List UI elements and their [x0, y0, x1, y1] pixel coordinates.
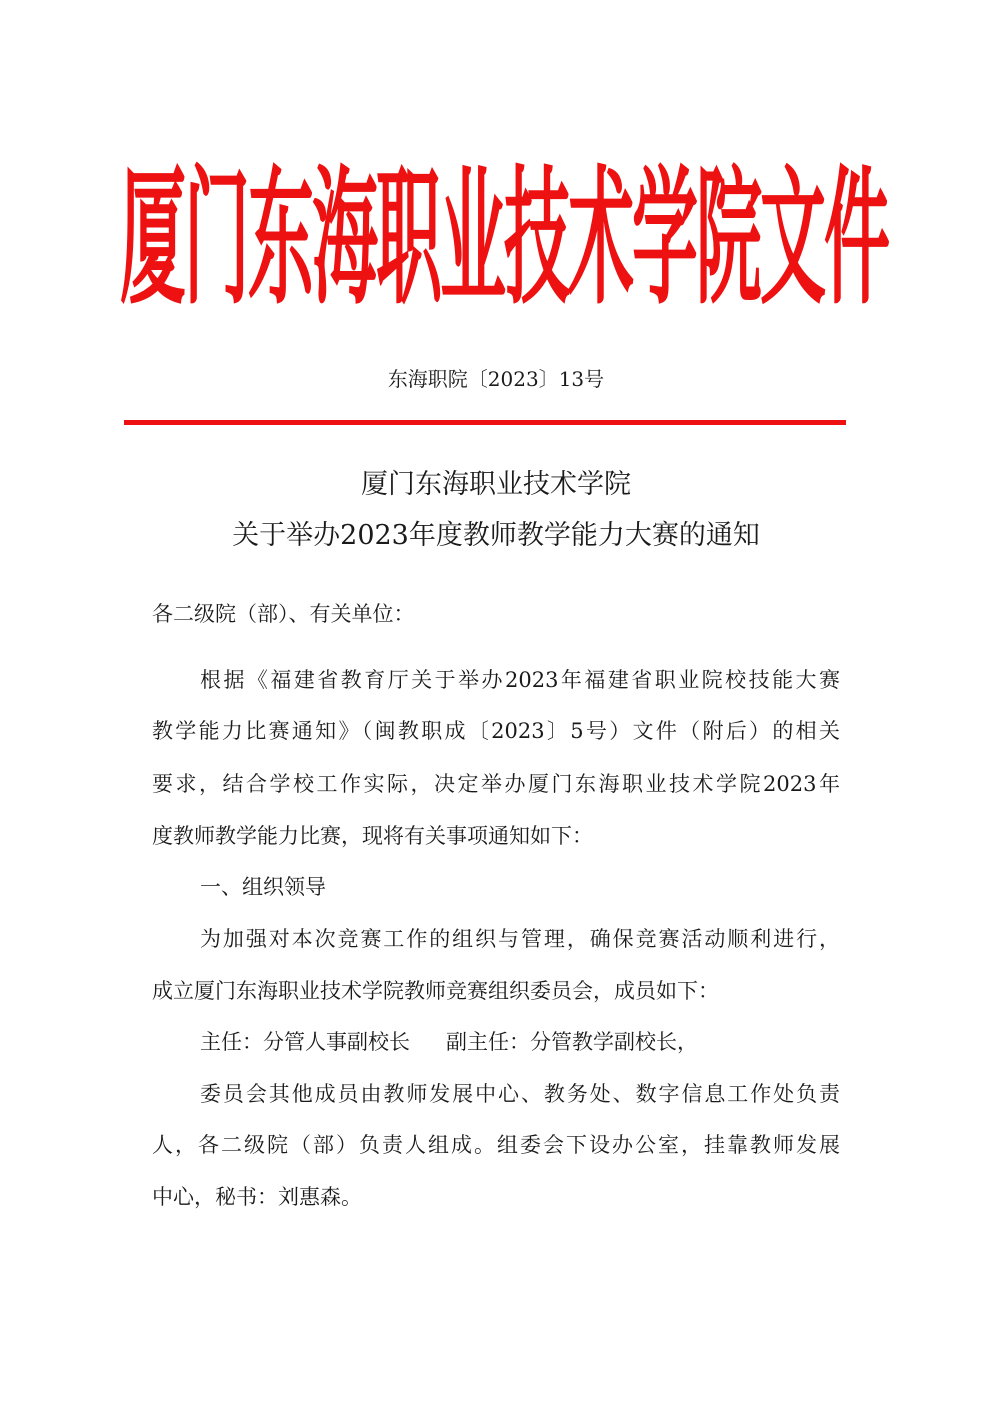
red-divider-rule [124, 420, 846, 425]
title-line-1: 厦门东海职业技术学院 [361, 469, 631, 500]
paragraph-1-line-4: 度教师教学能力比赛，现将有关事项通知如下： [152, 824, 593, 848]
paragraph-2-line-2: 成立厦门东海职业技术学院教师竞赛组织委员会，成员如下： [152, 979, 719, 1003]
paragraph-3-line-1: 委员会其他成员由教师发展中心、教务处、数字信息工作处负责 [200, 1082, 840, 1106]
paragraph-1-line-3: 要求，结合学校工作实际，决定举办厦门东海职业技术学院2023年 [152, 772, 840, 796]
title-line-2: 关于举办2023年度教师教学能力大赛的通知 [232, 520, 760, 551]
paragraph-2-line-1: 为加强对本次竞赛工作的组织与管理，确保竞赛活动顺利进行， [200, 927, 840, 951]
director-text: 主任：分管人事副校长 [200, 1030, 410, 1054]
paragraph-3-line-2: 人，各二级院（部）负责人组成。组委会下设办公室，挂靠教师发展 [152, 1133, 840, 1157]
paragraph-1-line-1: 根据《福建省教育厅关于举办2023年福建省职业院校技能大赛 [200, 668, 840, 692]
section-1-heading: 一、组织领导 [200, 875, 326, 899]
paragraph-1-line-2: 教学能力比赛通知》（闽教职成〔2023〕5号）文件（附后）的相关 [152, 719, 840, 743]
paragraph-3-line-3: 中心，秘书：刘惠森。 [152, 1185, 362, 1209]
masthead-text: 厦门东海职业技术学院文件 [120, 152, 888, 326]
document-masthead [120, 150, 888, 330]
deputy-director-text: 副主任：分管教学副校长， [446, 1030, 698, 1054]
committee-leaders-line [200, 1026, 698, 1058]
document-number: 东海职院〔2023〕13号 [387, 367, 605, 391]
salutation: 各二级院（部）、有关单位： [152, 602, 415, 626]
